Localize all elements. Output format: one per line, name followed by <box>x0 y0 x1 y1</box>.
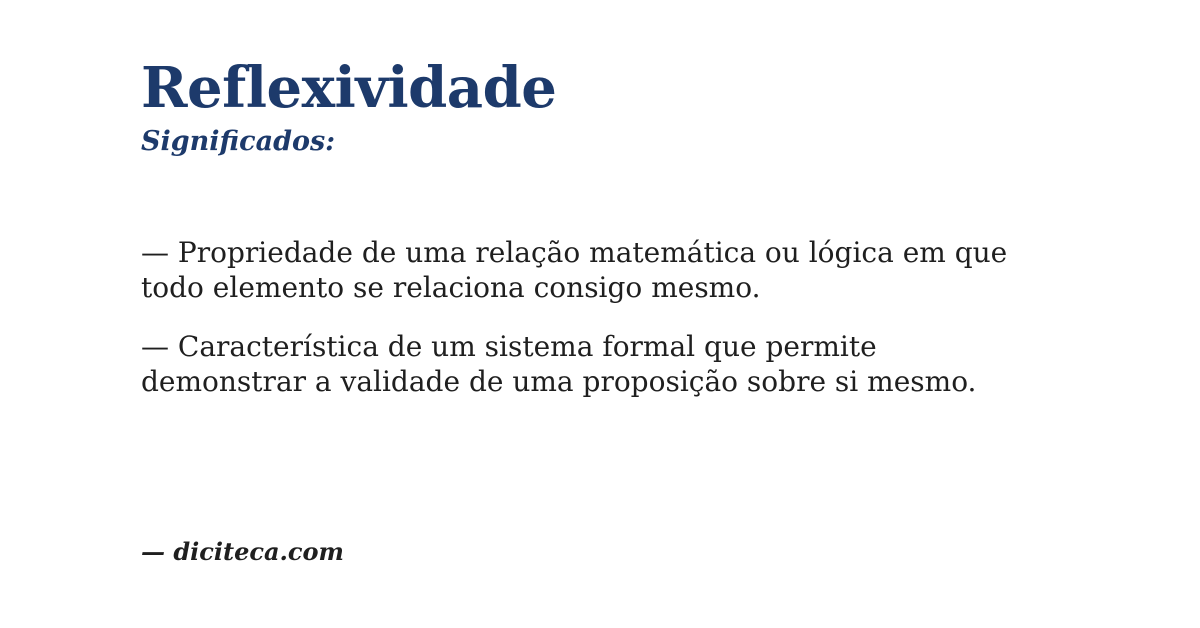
definition-item: — Propriedade de uma relação matemática ou lógica em que todo elemento se relaciona consigo mesmo. <box>141 235 1008 304</box>
definition-item: — Característica de um sistema formal que permite demonstrar a validade de uma proposição sobre si mesmo. <box>141 330 977 399</box>
meanings-subtitle: Significados: <box>141 125 336 157</box>
source-attribution: — diciteca.com <box>141 537 344 566</box>
definitions-list <box>141 235 1050 400</box>
word-title: Reflexividade <box>141 55 557 121</box>
